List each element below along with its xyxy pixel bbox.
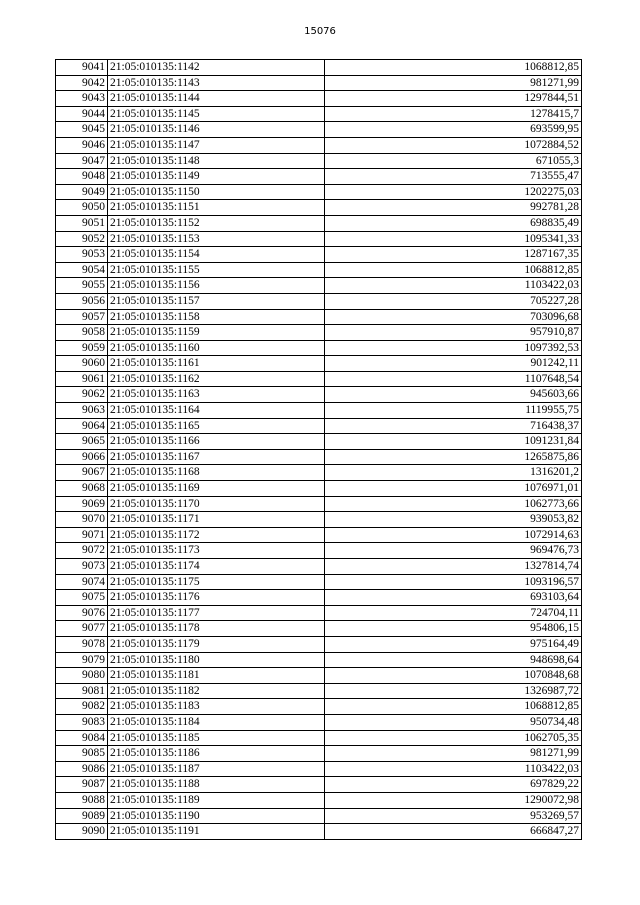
cadastral-number-cell: 21:05:010135:1152 bbox=[108, 215, 325, 231]
row-number-cell: 9089 bbox=[56, 808, 108, 824]
row-number-cell: 9061 bbox=[56, 371, 108, 387]
cadastral-number-cell: 21:05:010135:1151 bbox=[108, 200, 325, 216]
row-number-cell: 9052 bbox=[56, 231, 108, 247]
table-row bbox=[56, 434, 582, 450]
cadastral-value-cell: 1316201,2 bbox=[325, 465, 582, 481]
row-number-cell: 9084 bbox=[56, 730, 108, 746]
table-row bbox=[56, 683, 582, 699]
table-row bbox=[56, 371, 582, 387]
cadastral-number-cell: 21:05:010135:1171 bbox=[108, 512, 325, 528]
cadastral-number-cell: 21:05:010135:1188 bbox=[108, 777, 325, 793]
cadastral-number-cell: 21:05:010135:1166 bbox=[108, 434, 325, 450]
table-row bbox=[56, 278, 582, 294]
row-number-cell: 9066 bbox=[56, 449, 108, 465]
row-number-cell: 9077 bbox=[56, 621, 108, 637]
cadastral-value-cell: 1290072,98 bbox=[325, 792, 582, 808]
cadastral-number-cell: 21:05:010135:1148 bbox=[108, 153, 325, 169]
table-row bbox=[56, 60, 582, 76]
table-row bbox=[56, 137, 582, 153]
table-row bbox=[56, 418, 582, 434]
table-row bbox=[56, 169, 582, 185]
cadastral-value-cell: 901242,11 bbox=[325, 356, 582, 372]
cadastral-value-cell: 957910,87 bbox=[325, 325, 582, 341]
cadastral-value-cell: 716438,37 bbox=[325, 418, 582, 434]
table-row bbox=[56, 699, 582, 715]
row-number-cell: 9078 bbox=[56, 636, 108, 652]
table-row bbox=[56, 808, 582, 824]
cadastral-number-cell: 21:05:010135:1176 bbox=[108, 590, 325, 606]
row-number-cell: 9048 bbox=[56, 169, 108, 185]
cadastral-value-cell: 1062773,66 bbox=[325, 496, 582, 512]
row-number-cell: 9049 bbox=[56, 184, 108, 200]
row-number-cell: 9063 bbox=[56, 403, 108, 419]
cadastral-value-cell: 981271,99 bbox=[325, 75, 582, 91]
cadastral-number-cell: 21:05:010135:1172 bbox=[108, 527, 325, 543]
row-number-cell: 9057 bbox=[56, 309, 108, 325]
cadastral-number-cell: 21:05:010135:1182 bbox=[108, 683, 325, 699]
cadastral-value-cell: 1097392,53 bbox=[325, 340, 582, 356]
cadastral-value-cell: 671055,3 bbox=[325, 153, 582, 169]
table-row bbox=[56, 496, 582, 512]
cadastral-number-cell: 21:05:010135:1180 bbox=[108, 652, 325, 668]
cadastral-value-cell: 1119955,75 bbox=[325, 403, 582, 419]
cadastral-value-cell: 1278415,7 bbox=[325, 106, 582, 122]
cadastral-value-cell: 975164,49 bbox=[325, 636, 582, 652]
cadastral-number-cell: 21:05:010135:1145 bbox=[108, 106, 325, 122]
cadastral-value-cell: 1202275,03 bbox=[325, 184, 582, 200]
cadastral-value-cell: 1072884,52 bbox=[325, 137, 582, 153]
table-row bbox=[56, 200, 582, 216]
table-row bbox=[56, 481, 582, 497]
table-row bbox=[56, 325, 582, 341]
table-row bbox=[56, 621, 582, 637]
cadastral-value-cell: 1265875,86 bbox=[325, 449, 582, 465]
row-number-cell: 9047 bbox=[56, 153, 108, 169]
table-row bbox=[56, 184, 582, 200]
cadastral-value-cell: 713555,47 bbox=[325, 169, 582, 185]
row-number-cell: 9044 bbox=[56, 106, 108, 122]
table-row bbox=[56, 215, 582, 231]
table-row bbox=[56, 122, 582, 138]
cadastral-number-cell: 21:05:010135:1143 bbox=[108, 75, 325, 91]
cadastral-value-cell: 693599,95 bbox=[325, 122, 582, 138]
cadastral-number-cell: 21:05:010135:1154 bbox=[108, 247, 325, 263]
cadastral-number-cell: 21:05:010135:1183 bbox=[108, 699, 325, 715]
table-row bbox=[56, 387, 582, 403]
table-row bbox=[56, 777, 582, 793]
table-row bbox=[56, 262, 582, 278]
table-row bbox=[56, 293, 582, 309]
cadastral-value-cell: 1297844,51 bbox=[325, 91, 582, 107]
row-number-cell: 9068 bbox=[56, 481, 108, 497]
cadastral-value-cell: 697829,22 bbox=[325, 777, 582, 793]
cadastral-number-cell: 21:05:010135:1142 bbox=[108, 60, 325, 76]
cadastral-number-cell: 21:05:010135:1187 bbox=[108, 761, 325, 777]
row-number-cell: 9046 bbox=[56, 137, 108, 153]
cadastral-number-cell: 21:05:010135:1189 bbox=[108, 792, 325, 808]
row-number-cell: 9065 bbox=[56, 434, 108, 450]
table-row bbox=[56, 668, 582, 684]
table-row bbox=[56, 247, 582, 263]
cadastral-number-cell: 21:05:010135:1190 bbox=[108, 808, 325, 824]
row-number-cell: 9062 bbox=[56, 387, 108, 403]
cadastral-value-cell: 703096,68 bbox=[325, 309, 582, 325]
cadastral-number-cell: 21:05:010135:1147 bbox=[108, 137, 325, 153]
cadastral-value-cell: 666847,27 bbox=[325, 824, 582, 840]
table-row bbox=[56, 309, 582, 325]
row-number-cell: 9069 bbox=[56, 496, 108, 512]
cadastral-number-cell: 21:05:010135:1167 bbox=[108, 449, 325, 465]
row-number-cell: 9075 bbox=[56, 590, 108, 606]
cadastral-value-cell: 698835,49 bbox=[325, 215, 582, 231]
row-number-cell: 9056 bbox=[56, 293, 108, 309]
cadastral-value-cell: 724704,11 bbox=[325, 605, 582, 621]
cadastral-value-cell: 1093196,57 bbox=[325, 574, 582, 590]
table-row bbox=[56, 527, 582, 543]
cadastral-number-cell: 21:05:010135:1185 bbox=[108, 730, 325, 746]
cadastral-value-table bbox=[55, 59, 582, 840]
cadastral-number-cell: 21:05:010135:1170 bbox=[108, 496, 325, 512]
cadastral-number-cell: 21:05:010135:1191 bbox=[108, 824, 325, 840]
cadastral-number-cell: 21:05:010135:1179 bbox=[108, 636, 325, 652]
cadastral-number-cell: 21:05:010135:1163 bbox=[108, 387, 325, 403]
cadastral-number-cell: 21:05:010135:1160 bbox=[108, 340, 325, 356]
row-number-cell: 9045 bbox=[56, 122, 108, 138]
cadastral-value-cell: 1103422,03 bbox=[325, 761, 582, 777]
cadastral-number-cell: 21:05:010135:1159 bbox=[108, 325, 325, 341]
table-row bbox=[56, 714, 582, 730]
row-number-cell: 9087 bbox=[56, 777, 108, 793]
table-row bbox=[56, 652, 582, 668]
cadastral-value-cell: 1103422,03 bbox=[325, 278, 582, 294]
row-number-cell: 9067 bbox=[56, 465, 108, 481]
cadastral-number-cell: 21:05:010135:1149 bbox=[108, 169, 325, 185]
cadastral-value-cell: 1326987,72 bbox=[325, 683, 582, 699]
cadastral-number-cell: 21:05:010135:1184 bbox=[108, 714, 325, 730]
cadastral-value-cell: 1095341,33 bbox=[325, 231, 582, 247]
row-number-cell: 9083 bbox=[56, 714, 108, 730]
row-number-cell: 9088 bbox=[56, 792, 108, 808]
page-number: 15076 bbox=[304, 26, 336, 37]
cadastral-value-cell: 693103,64 bbox=[325, 590, 582, 606]
cadastral-number-cell: 21:05:010135:1150 bbox=[108, 184, 325, 200]
cadastral-value-cell: 969476,73 bbox=[325, 543, 582, 559]
table-row bbox=[56, 403, 582, 419]
cadastral-value-cell: 1076971,01 bbox=[325, 481, 582, 497]
table-row bbox=[56, 340, 582, 356]
table-row bbox=[56, 91, 582, 107]
table-row bbox=[56, 636, 582, 652]
cadastral-value-cell: 945603,66 bbox=[325, 387, 582, 403]
table-row bbox=[56, 559, 582, 575]
row-number-cell: 9058 bbox=[56, 325, 108, 341]
cadastral-value-cell: 1107648,54 bbox=[325, 371, 582, 387]
cadastral-number-cell: 21:05:010135:1168 bbox=[108, 465, 325, 481]
cadastral-number-cell: 21:05:010135:1181 bbox=[108, 668, 325, 684]
cadastral-value-cell: 1287167,35 bbox=[325, 247, 582, 263]
row-number-cell: 9042 bbox=[56, 75, 108, 91]
cadastral-number-cell: 21:05:010135:1186 bbox=[108, 746, 325, 762]
table-row bbox=[56, 543, 582, 559]
table-row bbox=[56, 356, 582, 372]
cadastral-number-cell: 21:05:010135:1178 bbox=[108, 621, 325, 637]
row-number-cell: 9076 bbox=[56, 605, 108, 621]
cadastral-value-cell: 992781,28 bbox=[325, 200, 582, 216]
table-row bbox=[56, 605, 582, 621]
cadastral-number-cell: 21:05:010135:1158 bbox=[108, 309, 325, 325]
row-number-cell: 9043 bbox=[56, 91, 108, 107]
row-number-cell: 9085 bbox=[56, 746, 108, 762]
row-number-cell: 9050 bbox=[56, 200, 108, 216]
table-row bbox=[56, 824, 582, 840]
row-number-cell: 9086 bbox=[56, 761, 108, 777]
cadastral-number-cell: 21:05:010135:1169 bbox=[108, 481, 325, 497]
table-row bbox=[56, 153, 582, 169]
cadastral-value-cell: 948698,64 bbox=[325, 652, 582, 668]
table-row bbox=[56, 746, 582, 762]
cadastral-number-cell: 21:05:010135:1157 bbox=[108, 293, 325, 309]
cadastral-value-cell: 939053,82 bbox=[325, 512, 582, 528]
row-number-cell: 9041 bbox=[56, 60, 108, 76]
row-number-cell: 9070 bbox=[56, 512, 108, 528]
row-number-cell: 9051 bbox=[56, 215, 108, 231]
cadastral-value-cell: 1327814,74 bbox=[325, 559, 582, 575]
row-number-cell: 9073 bbox=[56, 559, 108, 575]
table-row bbox=[56, 792, 582, 808]
table-row bbox=[56, 106, 582, 122]
row-number-cell: 9071 bbox=[56, 527, 108, 543]
row-number-cell: 9072 bbox=[56, 543, 108, 559]
cadastral-number-cell: 21:05:010135:1161 bbox=[108, 356, 325, 372]
table-row bbox=[56, 75, 582, 91]
row-number-cell: 9079 bbox=[56, 652, 108, 668]
cadastral-number-cell: 21:05:010135:1156 bbox=[108, 278, 325, 294]
cadastral-number-cell: 21:05:010135:1177 bbox=[108, 605, 325, 621]
row-number-cell: 9059 bbox=[56, 340, 108, 356]
table-row bbox=[56, 730, 582, 746]
cadastral-value-cell: 953269,57 bbox=[325, 808, 582, 824]
table-row bbox=[56, 512, 582, 528]
cadastral-number-cell: 21:05:010135:1144 bbox=[108, 91, 325, 107]
row-number-cell: 9082 bbox=[56, 699, 108, 715]
cadastral-value-cell: 705227,28 bbox=[325, 293, 582, 309]
cadastral-number-cell: 21:05:010135:1165 bbox=[108, 418, 325, 434]
row-number-cell: 9090 bbox=[56, 824, 108, 840]
cadastral-value-cell: 1068812,85 bbox=[325, 60, 582, 76]
table-row bbox=[56, 574, 582, 590]
row-number-cell: 9055 bbox=[56, 278, 108, 294]
cadastral-value-cell: 1062705,35 bbox=[325, 730, 582, 746]
row-number-cell: 9074 bbox=[56, 574, 108, 590]
table-row bbox=[56, 761, 582, 777]
cadastral-number-cell: 21:05:010135:1173 bbox=[108, 543, 325, 559]
cadastral-number-cell: 21:05:010135:1153 bbox=[108, 231, 325, 247]
cadastral-value-cell: 950734,48 bbox=[325, 714, 582, 730]
table-body bbox=[56, 60, 582, 840]
table-row bbox=[56, 231, 582, 247]
cadastral-number-cell: 21:05:010135:1174 bbox=[108, 559, 325, 575]
cadastral-number-cell: 21:05:010135:1162 bbox=[108, 371, 325, 387]
row-number-cell: 9081 bbox=[56, 683, 108, 699]
table-row bbox=[56, 465, 582, 481]
row-number-cell: 9080 bbox=[56, 668, 108, 684]
table-row bbox=[56, 449, 582, 465]
row-number-cell: 9064 bbox=[56, 418, 108, 434]
cadastral-value-cell: 1070848,68 bbox=[325, 668, 582, 684]
row-number-cell: 9054 bbox=[56, 262, 108, 278]
cadastral-value-cell: 954806,15 bbox=[325, 621, 582, 637]
cadastral-number-cell: 21:05:010135:1164 bbox=[108, 403, 325, 419]
row-number-cell: 9060 bbox=[56, 356, 108, 372]
cadastral-value-cell: 1072914,63 bbox=[325, 527, 582, 543]
cadastral-value-cell: 1091231,84 bbox=[325, 434, 582, 450]
cadastral-value-cell: 1068812,85 bbox=[325, 699, 582, 715]
cadastral-value-cell: 981271,99 bbox=[325, 746, 582, 762]
table-row bbox=[56, 590, 582, 606]
row-number-cell: 9053 bbox=[56, 247, 108, 263]
cadastral-value-cell: 1068812,85 bbox=[325, 262, 582, 278]
cadastral-number-cell: 21:05:010135:1155 bbox=[108, 262, 325, 278]
cadastral-number-cell: 21:05:010135:1146 bbox=[108, 122, 325, 138]
cadastral-number-cell: 21:05:010135:1175 bbox=[108, 574, 325, 590]
